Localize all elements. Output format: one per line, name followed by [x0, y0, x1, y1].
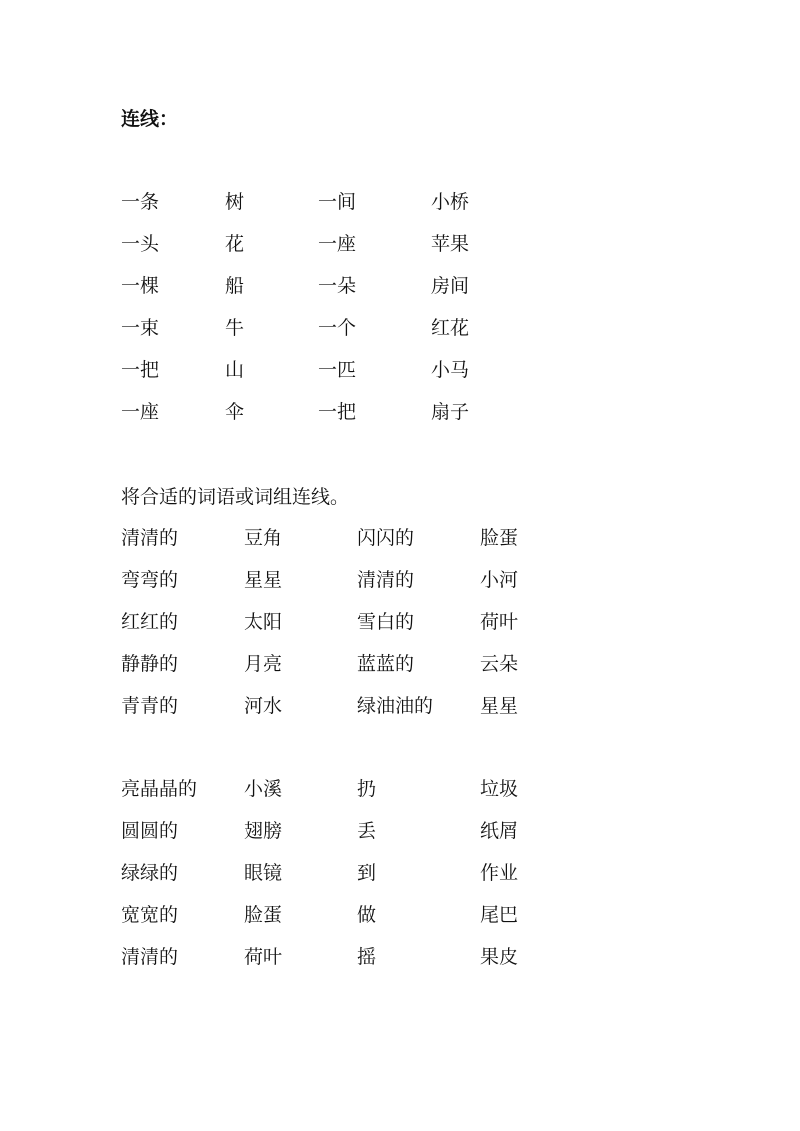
word-cell: 闪闪的 [357, 527, 415, 549]
word-cell: 一匹 [318, 359, 357, 381]
word-cell: 荷叶 [244, 946, 283, 968]
word-cell: 一棵 [121, 275, 160, 297]
word-cell: 清清的 [357, 569, 415, 591]
word-cell: 小河 [480, 569, 519, 591]
word-cell: 绿绿的 [121, 862, 179, 884]
word-cell: 绿油油的 [357, 695, 434, 717]
word-cell: 亮晶晶的 [121, 778, 198, 800]
word-cell: 摇 [357, 946, 377, 968]
word-cell: 一朵 [318, 275, 357, 297]
word-cell: 星星 [244, 569, 283, 591]
word-cell: 伞 [225, 401, 245, 423]
word-cell: 一把 [318, 401, 357, 423]
word-cell: 一个 [318, 317, 357, 339]
word-cell: 房间 [431, 275, 470, 297]
word-cell: 云朵 [480, 653, 519, 675]
word-cell: 一座 [121, 401, 160, 423]
word-cell: 河水 [244, 695, 283, 717]
word-cell: 花 [225, 233, 245, 255]
word-cell: 一头 [121, 233, 160, 255]
word-cell: 扔 [357, 778, 377, 800]
word-cell: 苹果 [431, 233, 470, 255]
word-cell: 太阳 [244, 611, 283, 633]
word-cell: 一把 [121, 359, 160, 381]
word-cell: 静静的 [121, 653, 179, 675]
word-cell: 豆角 [244, 527, 283, 549]
word-cell: 小溪 [244, 778, 283, 800]
word-cell: 垃圾 [480, 778, 519, 800]
word-cell: 星星 [480, 695, 519, 717]
word-cell: 一束 [121, 317, 160, 339]
word-cell: 扇子 [431, 401, 470, 423]
word-cell: 纸屑 [480, 820, 519, 842]
word-cell: 红花 [431, 317, 470, 339]
word-cell: 月亮 [244, 653, 283, 675]
instruction-text: 将合适的词语或词组连线。 [121, 486, 350, 508]
word-cell: 一条 [121, 191, 160, 213]
word-cell: 雪白的 [357, 611, 415, 633]
word-cell: 小马 [431, 359, 470, 381]
word-cell: 眼镜 [244, 862, 283, 884]
word-cell: 丢 [357, 820, 377, 842]
word-cell: 红红的 [121, 611, 179, 633]
word-cell: 小桥 [431, 191, 470, 213]
word-cell: 青青的 [121, 695, 179, 717]
word-cell: 蓝蓝的 [357, 653, 415, 675]
word-cell: 荷叶 [480, 611, 519, 633]
word-cell: 做 [357, 904, 377, 926]
word-cell: 翅膀 [244, 820, 283, 842]
word-cell: 尾巴 [480, 904, 519, 926]
word-cell: 清清的 [121, 946, 179, 968]
word-cell: 脸蛋 [480, 527, 519, 549]
word-cell: 果皮 [480, 946, 519, 968]
word-cell: 弯弯的 [121, 569, 179, 591]
heading-lianxian: 连线： [121, 108, 179, 130]
word-cell: 脸蛋 [244, 904, 283, 926]
word-cell: 到 [357, 862, 377, 884]
word-cell: 船 [225, 275, 245, 297]
word-cell: 宽宽的 [121, 904, 179, 926]
word-cell: 圆圆的 [121, 820, 179, 842]
word-cell: 一间 [318, 191, 357, 213]
word-cell: 牛 [225, 317, 245, 339]
word-cell: 一座 [318, 233, 357, 255]
word-cell: 山 [225, 359, 245, 381]
word-cell: 清清的 [121, 527, 179, 549]
word-cell: 树 [225, 191, 245, 213]
word-cell: 作业 [480, 862, 519, 884]
